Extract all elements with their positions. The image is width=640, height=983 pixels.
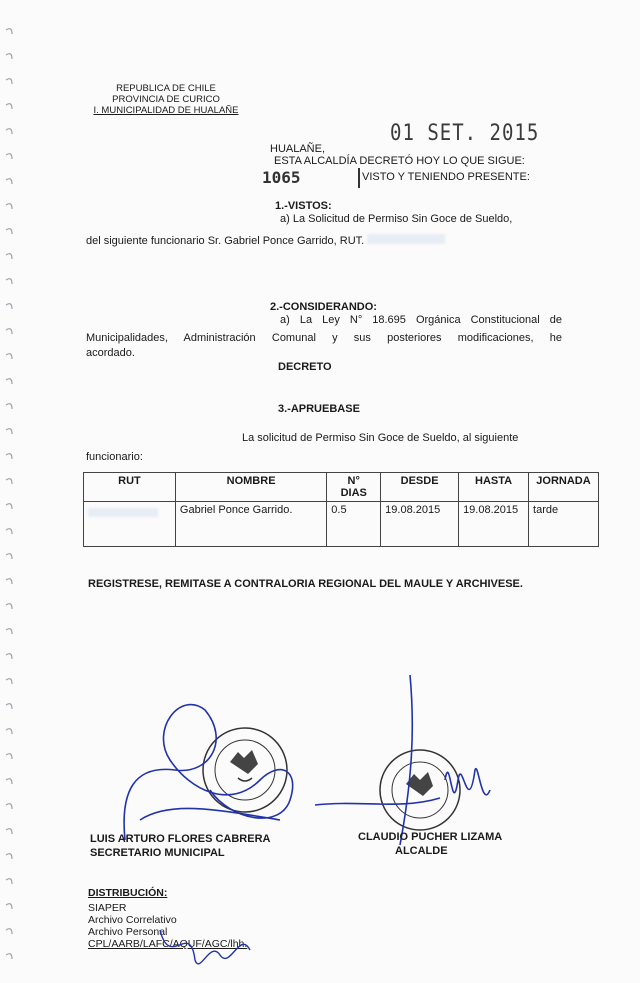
col-rut: RUT — [84, 473, 176, 502]
vistos-line-2 — [86, 234, 445, 248]
table-row — [84, 502, 599, 547]
cell-jornada: tarde — [529, 502, 599, 547]
letterhead-country: REPUBLICA DE CHILE — [116, 83, 216, 94]
distribution-initials: CPL/AARB/LAFC/AQUF/AGC/lhh. — [88, 938, 248, 950]
col-dias-line2: DIAS — [340, 487, 367, 499]
registrese-line: REGISTRESE, REMITASE A CONTRALORIA REGIONAL DEL MAULE Y ARCHIVESE. — [88, 578, 523, 590]
distribution-title: DISTRIBUCIÓN: — [88, 887, 168, 899]
mayor-signature — [315, 675, 490, 845]
letterhead — [86, 83, 246, 116]
mayor-name: CLAUDIO PUCHER LIZAMA — [358, 831, 503, 843]
apruebase-line-2: funcionario: — [86, 451, 143, 463]
mayor-title: ALCALDE — [395, 845, 448, 857]
date-stamp: 01 SET. 2015 — [390, 120, 540, 146]
considerando-line-1: a) La Ley N° 18.695 Orgánica Constitucional de — [280, 314, 562, 326]
col-dias-line1: N° — [347, 475, 360, 487]
cell-dias: 0.5 — [327, 502, 381, 547]
table-header-row — [84, 473, 599, 502]
cell-nombre: Gabriel Ponce Garrido. — [175, 502, 326, 547]
binding-holes — [0, 0, 20, 983]
distribution-item: Archivo Personal — [88, 926, 168, 938]
section-considerando-title: 2.-CONSIDERANDO: — [270, 301, 377, 313]
secretary-title: SECRETARIO MUNICIPAL — [90, 847, 225, 859]
decree-number: 1065 — [262, 168, 301, 187]
col-hasta: HASTA — [459, 473, 529, 502]
secretary-signature — [124, 705, 293, 840]
section-apruebase-title: 3.-APRUEBASE — [278, 403, 360, 415]
initials-signature — [150, 910, 270, 980]
city-label: HUALAÑE, — [270, 143, 326, 155]
distribution-item: Archivo Correlativo — [88, 914, 177, 926]
cell-hasta: 19.08.2015 — [459, 502, 529, 547]
vistos-line-1: a) La Solicitud de Permiso Sin Goce de Sueldo, — [280, 213, 513, 225]
apruebase-line-1: La solicitud de Permiso Sin Goce de Sueldo, al siguiente — [242, 432, 519, 444]
letterhead-province: PROVINCIA DE CURICO — [112, 94, 220, 105]
considerando-line-3: acordado. — [86, 347, 135, 359]
vistos-line-2-text: del siguiente funcionario Sr. Gabriel Ponce Garrido, RUT. — [86, 235, 365, 247]
redacted-rut-cell — [88, 508, 158, 517]
considerando-line-2: Municipalidades, Administración Comunal y sus posteriores modificaciones, he — [86, 332, 562, 344]
secretary-name: LUIS ARTURO FLORES CABRERA — [90, 833, 271, 845]
visto-line: VISTO Y TENIENDO PRESENTE: — [362, 171, 530, 183]
cell-desde: 19.08.2015 — [381, 502, 459, 547]
section-vistos-title: 1.-VISTOS: — [275, 200, 332, 212]
cell-rut — [84, 502, 176, 547]
permit-table — [83, 472, 599, 547]
col-desde: DESDE — [381, 473, 459, 502]
col-dias — [327, 473, 381, 502]
letterhead-municipality: I. MUNICIPALIDAD DE HUALAÑE — [93, 105, 239, 116]
col-jornada: JORNADA — [529, 473, 599, 502]
col-nombre: NOMBRE — [175, 473, 326, 502]
decree-intro: ESTA ALCALDÍA DECRETÓ HOY LO QUE SIGUE: — [274, 155, 525, 167]
redacted-rut — [367, 234, 445, 244]
mayor-seal — [380, 750, 460, 830]
decreto-heading: DECRETO — [278, 361, 332, 373]
distribution-item: SIAPER — [88, 902, 127, 914]
